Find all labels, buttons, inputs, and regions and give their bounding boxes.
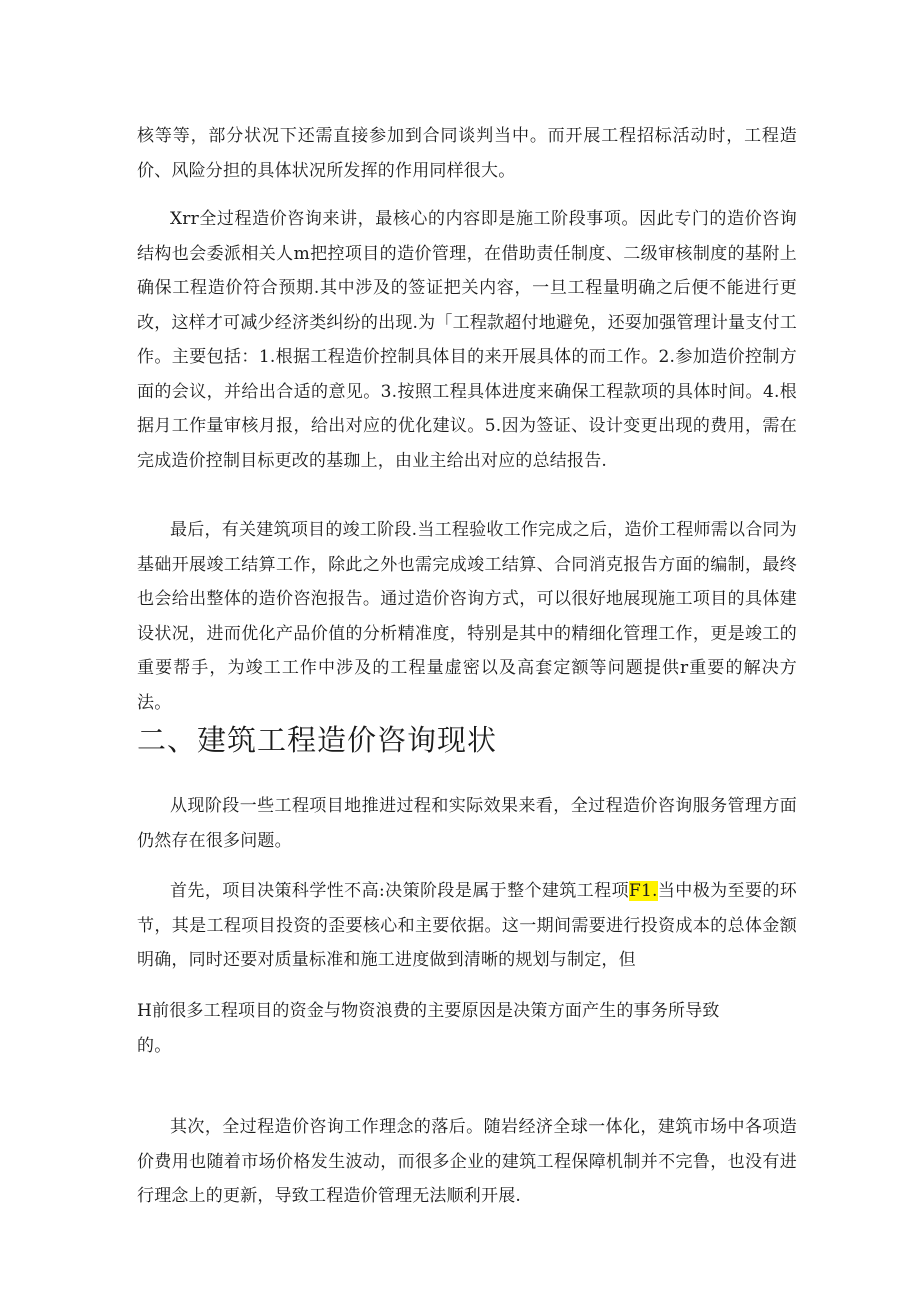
paragraph-7: 其次，全过程造价咨询工作理念的落后。随岩经济全球一体化，建筑市场中各项造价费用也随着市场价格发生波动，而很多企业的建筑工程保障机制并不完鲁，也没有进行理念上的更新，导致工程造价管理无法顺利开展.: [137, 1117, 797, 1206]
paragraph-3: 最后，有关建筑项目的竣工阶段.当工程验收工作完成之后，造价工程师需以合同为基础开展竣工结算工作，除此之外也需完成竣工结算、合同消克报告方面的编制，最终也会给出整体的造价咨泡报告。通过造价咨询方式，可以很好地展现施工项目的具体建设状况，进而优化产品价值的分析精准度，特别是其中的精细化管理工作，更是竣工的重要帮手，为竣工工作中涉及的工程量虚密以及高套定额等问题提供r重要的解决方法。: [137, 520, 797, 713]
paragraph-2: Xrr全过程造价咨询来讲，最核心的内容即是施工阶段事项。因此专门的造价咨询结构也会委派相关人m把控项目的造价管理，在借助责任制度、二级审核制度的基附上确保工程造价符合预期.其中涉及的签证把关内容，一旦工程量明确之后便不能进行更改，这样才可减少经济类纠纷的出现.为「工程款超付地避免，还耍加强管理计量支付工作。主要包括：1.根据工程造价控制具体目的来开展具体的而工作。2.参加造价控制方面的会议，并给出合适的意见。3.按照工程具体进度来确保工程款项的具体时间。4.根据月工作量审核月报，给出对应的优化建议。5.因为签证、设计变更出现的费用，需在完成造价控制目标更改的基珈上，由业主给出对应的总结报告.: [137, 209, 797, 471]
paragraph-4: 从现阶段一些工程项目地推进过程和实际效果来看，全过程造价咨询服务管理方面仍然存在很多问题。: [137, 796, 797, 851]
section-heading: 二、建筑工程造价咨询现状: [137, 723, 498, 757]
paragraph-1: 核等等，部分状况下还需直接参加到合同谈判当中。而开展工程招标活动时，工程造价、风险分担的具体状况所发挥的作用同样很大。: [137, 126, 797, 181]
highlighted-text: F1.: [629, 881, 658, 901]
paragraph-6: [137, 994, 797, 1063]
paragraph-6-line-1: H前很多工程项目的资金与物资浪费的主要原因是决策方面产生的事务所导致: [137, 1001, 720, 1021]
paragraph-5: [137, 874, 797, 978]
paragraph-6-line-2: 的。: [137, 1035, 172, 1056]
paragraph-5-text-b: 当中极为至要的环节，其是工程项目投资的歪要核心和主要依据。这一期间需要进行投资成本的总体金额明确，同时还要对质量标准和施工进度做到清晰的规划与制定，但: [137, 881, 797, 970]
paragraph-5-text-a: 首先，项目决策科学性不高:决策阶段是属于整个建筑工程项: [170, 881, 630, 901]
